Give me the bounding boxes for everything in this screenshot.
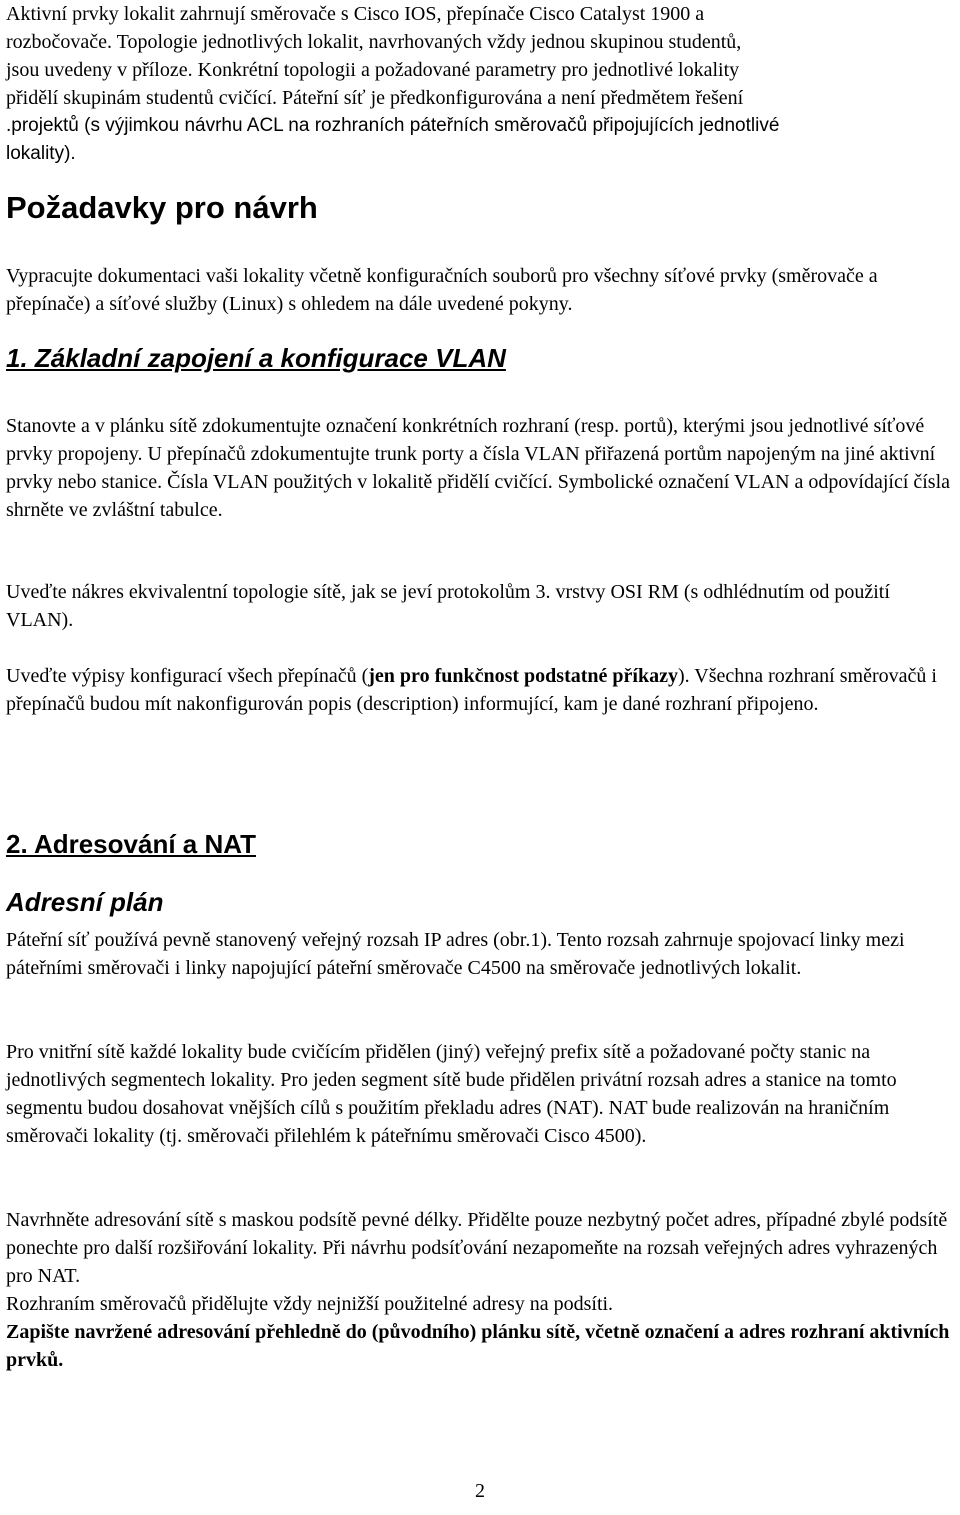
section-2-paragraph-2: Pro vnitřní sítě každé lokality bude cvičícím přidělen (jiný) veřejný prefix sítě a požadované počty stanic na jednotlivých segmentech lokality. Pro jeden segment sítě bude přidělen privátní rozsah adres a stanice na tomto segmentu budou dosahovat vnějších cílů s použitím překladu adres (NAT). NAT bude realizován na hraničním směrovači lokality (tj. směrovači přilehlém k páteřnímu směrovači Cisco 4500). — [6, 1041, 897, 1147]
section-1-paragraph-3-bold: jen pro funkčnost podstatné příkazy — [368, 665, 678, 687]
intro-line-2: rozbočovače. Topologie jednotlivých lokalit, navrhovaných vždy jednou skupinou studentů, — [6, 31, 742, 53]
requirements-text: Vypracujte dokumentaci vaši lokality včetně konfiguračních souborů pro všechny síťové prvky (směrovače a přepínače) a síťové služby (Linux) s ohledem na dále uvedené pokyny. — [6, 265, 878, 315]
intro-line-5: .projektů (s výjimkou návrhu ACL na rozhraních páteřních směrovačů připojujících jednotlivé — [6, 115, 780, 136]
section-1-paragraph-3 — [6, 662, 956, 718]
intro-line-1: Aktivní prvky lokalit zahrnují směrovače s Cisco IOS, přepínače Cisco Catalyst 1900 a — [6, 3, 705, 25]
section-2-paragraph-1: Páteřní síť používá pevně stanovený veřejný rozsah IP adres (obr.1). Tento rozsah zahrnuje spojovací linky mezi páteřními směrovači i linky napojující páteřní směrovače C4500 na směrovače jednotlivých lokalit. — [6, 929, 905, 979]
section-1-heading: 1. Základní zapojení a konfigurace VLAN — [6, 343, 506, 373]
page-number: 2 — [475, 1480, 485, 1502]
intro-line-6: lokality). — [6, 143, 76, 164]
section-2-paragraph-5: Zapište navržené adresování přehledně do (původního) plánku sítě, včetně označení a adres rozhraní aktivních prvků. — [6, 1321, 950, 1371]
section-1-paragraph-2: Uveďte nákres ekvivalentní topologie sítě, jak se jeví protokolům 3. vrstvy OSI RM (s odhlédnutím od použití VLAN). — [6, 581, 890, 631]
section-2-paragraph-3: Navrhněte adresování sítě s maskou podsítě pevné délky. Přidělte pouze nezbytný počet adres, případné zbylé podsítě ponechte pro další rozšiřování lokality. Při návrhu podsíťování nezapomeňte na rozsah veřejných adres vyhrazených pro NAT. — [6, 1209, 948, 1287]
section-1-paragraph-3-start: Uveďte výpisy konfigurací všech přepínačů ( — [6, 665, 369, 687]
section-1-paragraph-1: Stanovte a v plánku sítě zdokumentujte označení konkrétních rozhraní (resp. portů), kterými jsou jednotlivé síťové prvky propojeny. U přepínačů zdokumentujte trunk porty a čísla VLAN přiřazená portům napojeným na jiné aktivní prvky nebo stanice. Čísla VLAN použitých v lokalitě přidělí cvičící. Symbolické označení VLAN a odpovídající čísla shrněte ve zvláštní tabulce. — [6, 415, 951, 521]
section-1-paragraph-3-end: ). Všechna rozhraní směrovačů i přepínačů budou mít nakonfigurován popis (description) informující, kam je dané rozhraní připojeno. — [6, 665, 937, 715]
intro-line-3: jsou uvedeny v příloze. Konkrétní topologii a požadované parametry pro jednotlivé lokality — [6, 59, 740, 81]
intro-line-4: přidělí skupinám studentů cvičící. Páteřní síť je předkonfigurována a není předmětem řešení — [6, 87, 744, 109]
section-2-subheading: Adresní plán — [6, 887, 164, 917]
section-2-heading: 2. Adresování a NAT — [6, 829, 256, 859]
section-2-paragraph-4: Rozhraním směrovačů přidělujte vždy nejnižší použitelné adresy na podsíti. — [6, 1293, 614, 1315]
requirements-heading: Požadavky pro návrh — [6, 190, 318, 225]
